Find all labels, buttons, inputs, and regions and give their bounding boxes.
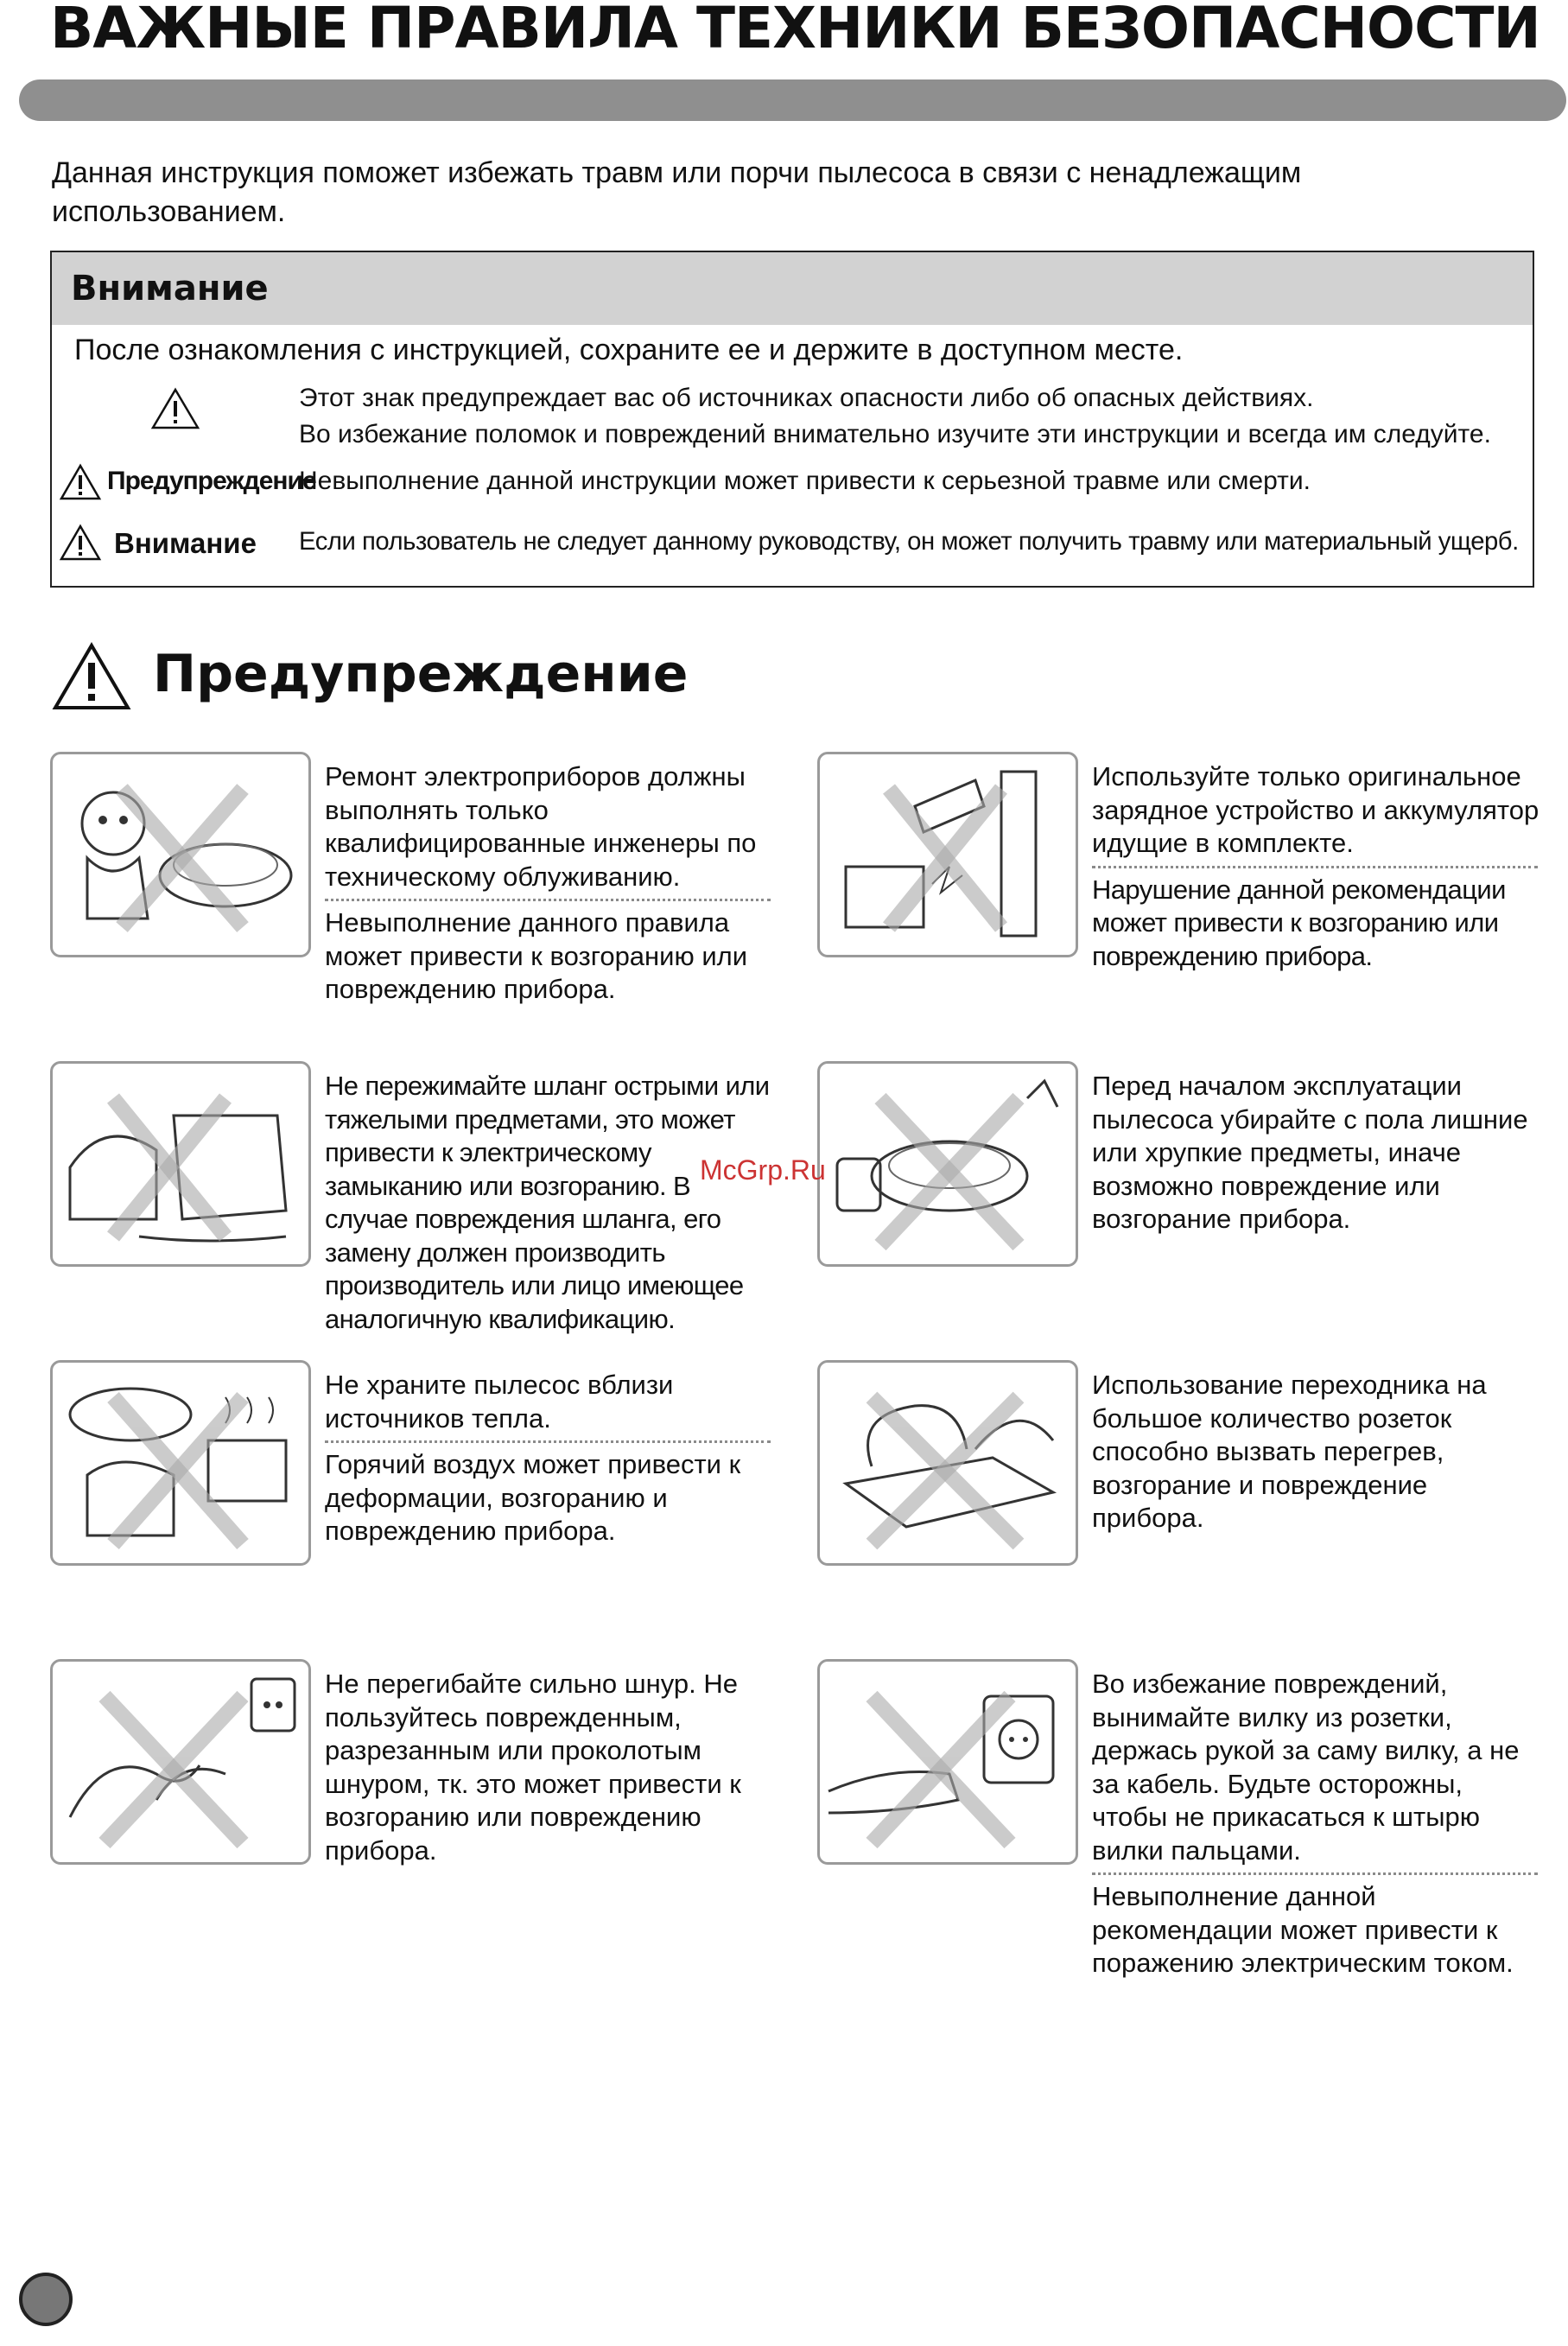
warning-triangle-icon bbox=[52, 644, 153, 704]
symbol-description-1: Этот знак предупреждает вас об источниках опасности либо об опасных действиях. bbox=[299, 384, 1314, 412]
caution-description: Если пользователь не следует данному руководству, он может получить травму или материальный ущерб. bbox=[299, 527, 1519, 556]
safety-item-text bbox=[325, 1668, 774, 1867]
safety-item-extra: Невыполнение данного правила может привести к возгоранию или повреждению прибора. bbox=[325, 907, 748, 1004]
safety-item-text bbox=[1092, 1070, 1541, 1237]
caution-box bbox=[50, 251, 1534, 588]
safety-item-text bbox=[325, 760, 774, 1007]
safety-item-text bbox=[1092, 1369, 1541, 1535]
warning-section-heading bbox=[52, 639, 688, 711]
warning-label: Предупреждение bbox=[107, 467, 316, 495]
safety-item-main: Перед началом эксплуатации пылесоса убирайте с пола лишние или хрупкие предметы, иначе возможно повреждение или возгорание прибора. bbox=[1092, 1071, 1528, 1234]
safety-item-extra: Нарушение данной рекомендации может привести к возгоранию или повреждению прибора. bbox=[1092, 874, 1506, 971]
safety-item-extra: Невыполнение данной рекомендации может привести к поражению электрическим током. bbox=[1092, 1881, 1514, 1978]
warning-section-title: Предупреждение bbox=[152, 644, 689, 704]
dotted-separator bbox=[325, 899, 771, 901]
illustration-clear-floor bbox=[817, 1061, 1078, 1267]
safety-item-extra: Горячий воздух может привести к деформации, возгоранию и повреждению прибора. bbox=[325, 1449, 741, 1546]
safety-item-main: Используйте только оригинальное зарядное устройство и аккумулятор идущие в комплекте. bbox=[1092, 761, 1539, 858]
safety-item-text bbox=[1092, 760, 1541, 973]
page-title: ВАЖНЫЕ ПРАВИЛА ТЕХНИКИ БЕЗОПАСНОСТИ bbox=[50, 0, 1540, 61]
safety-item-main: Во избежание повреждений, вынимайте вилку из розетки, держась рукой за саму вилку, а не за кабель. Будьте осторожны, чтобы не прикасаться к штырю вилки пальцами. bbox=[1092, 1669, 1520, 1866]
illustration-heat-source bbox=[50, 1360, 311, 1566]
safety-item-main: Не храните пылесос вблизи источников тепла. bbox=[325, 1370, 674, 1434]
symbol-description-2: Во избежание поломок и повреждений внимательно изучите эти инструкции и всегда им следуйте. bbox=[299, 420, 1491, 448]
illustration-repair-prohibited bbox=[50, 752, 311, 957]
illustration-cord-bend bbox=[50, 1659, 311, 1865]
illustration-hose-pinch bbox=[50, 1061, 311, 1267]
safety-item-text bbox=[1092, 1668, 1541, 1980]
safety-item-main: Ремонт электроприборов должны выполнять только квалифицированные инженеры по техническому облуживанию. bbox=[325, 761, 757, 892]
caution-box-note: После ознакомления с инструкцией, сохраните ее и держите в доступном месте. bbox=[74, 334, 1184, 366]
safety-item-main: Использование переходника на большое количество розеток способно вызвать перегрев, возгорание и повреждение прибора. bbox=[1092, 1370, 1487, 1533]
page-number-circle bbox=[19, 2273, 73, 2326]
dotted-separator bbox=[1092, 1872, 1538, 1875]
caution-triangle-icon bbox=[59, 524, 102, 569]
caution-box-heading: Внимание bbox=[52, 252, 1533, 325]
warning-triangle-icon bbox=[150, 387, 200, 437]
warning-triangle-icon bbox=[59, 463, 102, 508]
caution-label: Внимание bbox=[114, 527, 257, 559]
illustration-unplug-safely bbox=[817, 1659, 1078, 1865]
illustration-power-strip bbox=[817, 1360, 1078, 1566]
safety-item-text bbox=[325, 1070, 774, 1336]
warning-description: Невыполнение данной инструкции может привести к серьезной травме или смерти. bbox=[299, 467, 1311, 495]
intro-paragraph: Данная инструкция поможет избежать травм или порчи пылесоса в связи с ненадлежащим использованием. bbox=[52, 156, 1302, 228]
dotted-separator bbox=[325, 1440, 771, 1443]
safety-item-main: Не перегибайте сильно шнур. Не пользуйтесь поврежденным, разрезанным или проколотым шнуром, тк. это может привести к возгоранию или повреждению прибора. bbox=[325, 1669, 741, 1866]
dotted-separator bbox=[1092, 866, 1538, 868]
watermark: McGrp.Ru bbox=[700, 1154, 826, 1186]
illustration-original-charger bbox=[817, 752, 1078, 957]
title-underline-bar bbox=[19, 79, 1566, 121]
safety-item-text bbox=[325, 1369, 774, 1548]
safety-item-main: Не пережимайте шланг острыми или тяжелыми предметами, это может привести к электрическому замыканию или возгоранию. В случае повреждения шланга, его замену должен производить производитель или лицо имеющее аналогичную квалификацию. bbox=[325, 1071, 770, 1334]
